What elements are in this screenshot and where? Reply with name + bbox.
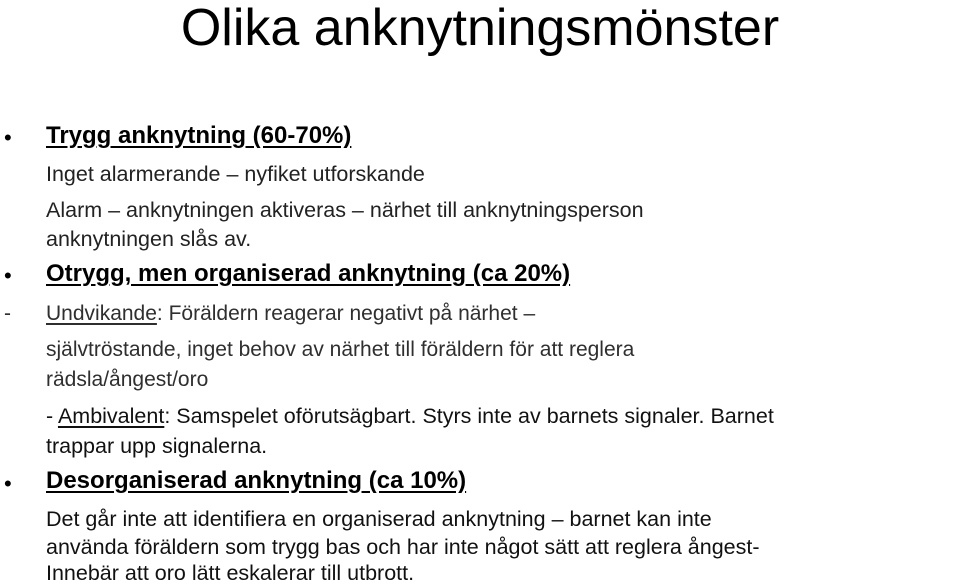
bullet-icon: •: [4, 471, 12, 496]
subtype-ambivalent: [46, 404, 774, 429]
slide-title: Olika anknytningsmönster: [180, 0, 780, 57]
term-undvikande: Undvikande: [46, 302, 157, 325]
subtype-desc: : Samspelet oförutsägbart. Styrs inte av barnets signaler. Barnet: [164, 404, 774, 428]
section-heading-desorganiserad: Desorganiserad anknytning (ca 10%): [46, 467, 467, 494]
dash-marker: -: [46, 404, 58, 428]
bullet-icon: •: [4, 125, 12, 150]
bullet-icon: •: [4, 263, 12, 288]
section-line: trappar upp signalerna.: [46, 434, 268, 458]
section-line: Inget alarmerande – nyfiket utforskande: [46, 162, 425, 186]
subtype-desc: : Föräldern reagerar negativt på närhet –: [156, 302, 536, 325]
subtype-undvikande: [46, 302, 535, 326]
section-line: Innebär att oro lätt eskalerar till utbrott.: [46, 561, 415, 585]
dash-marker: -: [4, 302, 11, 325]
section-line: använda föräldern som trygg bas och har inte något sätt att reglera ångest-: [46, 535, 760, 559]
section-line: rädsla/ångest/oro: [46, 368, 209, 391]
section-heading-trygg: Trygg anknytning (60-70%): [46, 122, 352, 149]
section-line: Alarm – anknytningen aktiveras – närhet till anknytningsperson: [46, 198, 644, 222]
section-line: anknytningen slås av.: [46, 227, 252, 251]
section-line: självtröstande, inget behov av närhet till föräldern för att reglera: [46, 338, 635, 361]
term-ambivalent: Ambivalent: [57, 404, 165, 428]
section-line: Det går inte att identifiera en organiserad anknytning – barnet kan inte: [46, 507, 712, 531]
section-heading-otrygg: Otrygg, men organiserad anknytning (ca 20%): [46, 260, 571, 287]
